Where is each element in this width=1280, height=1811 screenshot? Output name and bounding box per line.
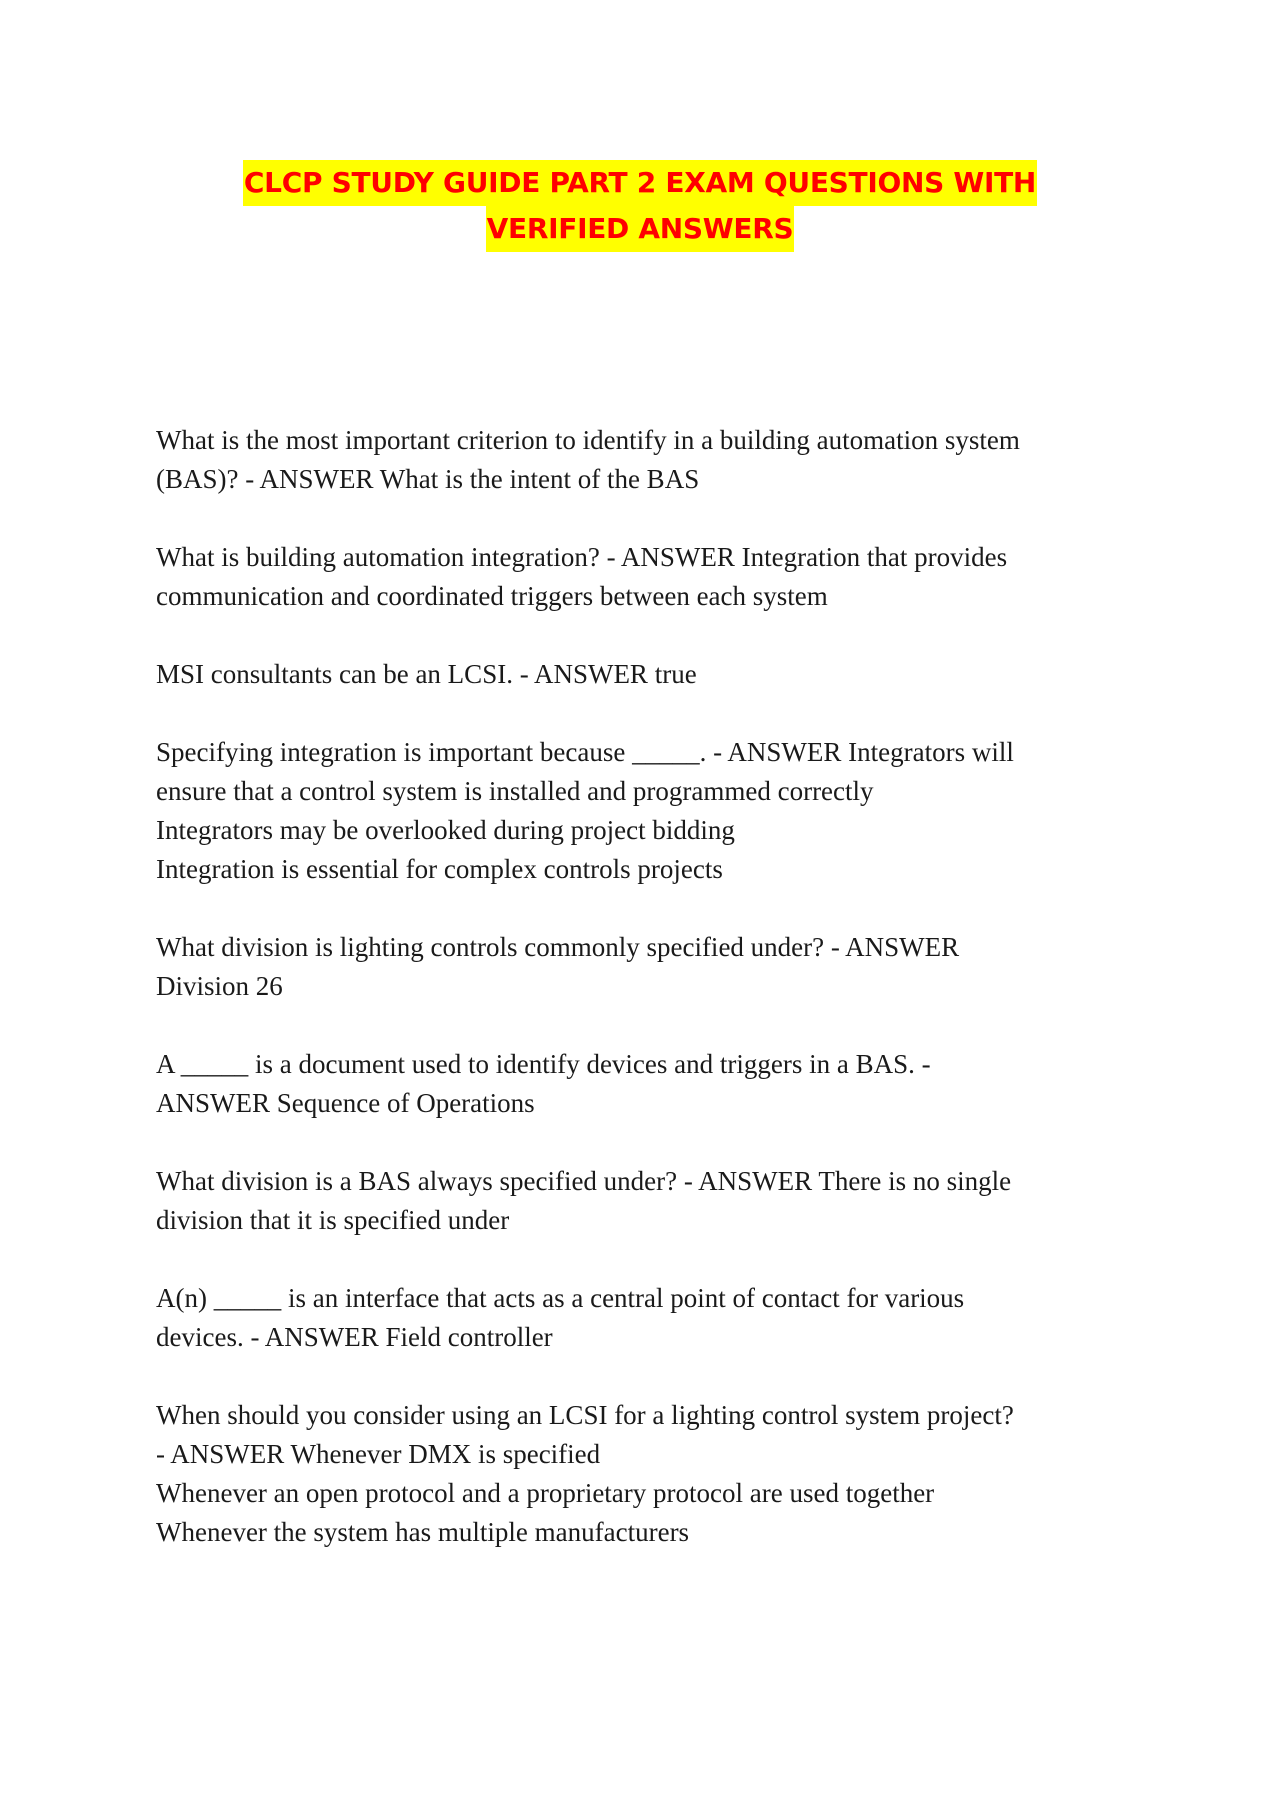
qa-line: What division is lighting controls commonly specified under? - ANSWER	[156, 932, 960, 962]
qa-line: Whenever the system has multiple manufacturers	[156, 1517, 690, 1547]
qa-line: What is building automation integration? - ANSWER Integration that provides	[156, 542, 1008, 572]
qa-item-4	[156, 733, 1136, 889]
qa-line: (BAS)? - ANSWER What is the intent of the BAS	[156, 464, 700, 494]
qa-line: ANSWER Sequence of Operations	[156, 1088, 535, 1118]
qa-line: A _____ is a document used to identify devices and triggers in a BAS. -	[156, 1049, 931, 1079]
qa-line: - ANSWER Whenever DMX is specified	[156, 1439, 601, 1469]
qa-item-9	[156, 1396, 1136, 1552]
qa-line: What division is a BAS always specified under? - ANSWER There is no single	[156, 1166, 1012, 1196]
qa-line: devices. - ANSWER Field controller	[156, 1322, 553, 1352]
qa-line: communication and coordinated triggers between each system	[156, 581, 828, 611]
document-title	[0, 160, 1280, 252]
qa-line: division that it is specified under	[156, 1205, 510, 1235]
qa-line: When should you consider using an LCSI for a lighting control system project?	[156, 1400, 1014, 1430]
qa-line: MSI consultants can be an LCSI. - ANSWER true	[156, 659, 697, 689]
qa-item-6	[156, 1045, 1136, 1123]
qa-item-8	[156, 1279, 1136, 1357]
qa-line: Integration is essential for complex controls projects	[156, 854, 723, 884]
qa-item-5	[156, 928, 1136, 1006]
qa-line: Whenever an open protocol and a proprietary protocol are used together	[156, 1478, 935, 1508]
qa-line: Integrators may be overlooked during project bidding	[156, 815, 735, 845]
qa-line: ensure that a control system is installed and programmed correctly	[156, 776, 874, 806]
title-line-1: CLCP STUDY GUIDE PART 2 EXAM QUESTIONS WITH	[243, 160, 1037, 206]
qa-line: What is the most important criterion to identify in a building automation system	[156, 425, 1020, 455]
qa-item-7	[156, 1162, 1136, 1240]
qa-list	[156, 421, 1136, 1591]
title-line-2: VERIFIED ANSWERS	[486, 206, 795, 252]
qa-item-3	[156, 655, 1136, 694]
qa-line: A(n) _____ is an interface that acts as a central point of contact for various	[156, 1283, 965, 1313]
qa-item-1	[156, 421, 1136, 499]
qa-line: Specifying integration is important because _____. - ANSWER Integrators will	[156, 737, 1014, 767]
qa-item-2	[156, 538, 1136, 616]
qa-line: Division 26	[156, 971, 283, 1001]
